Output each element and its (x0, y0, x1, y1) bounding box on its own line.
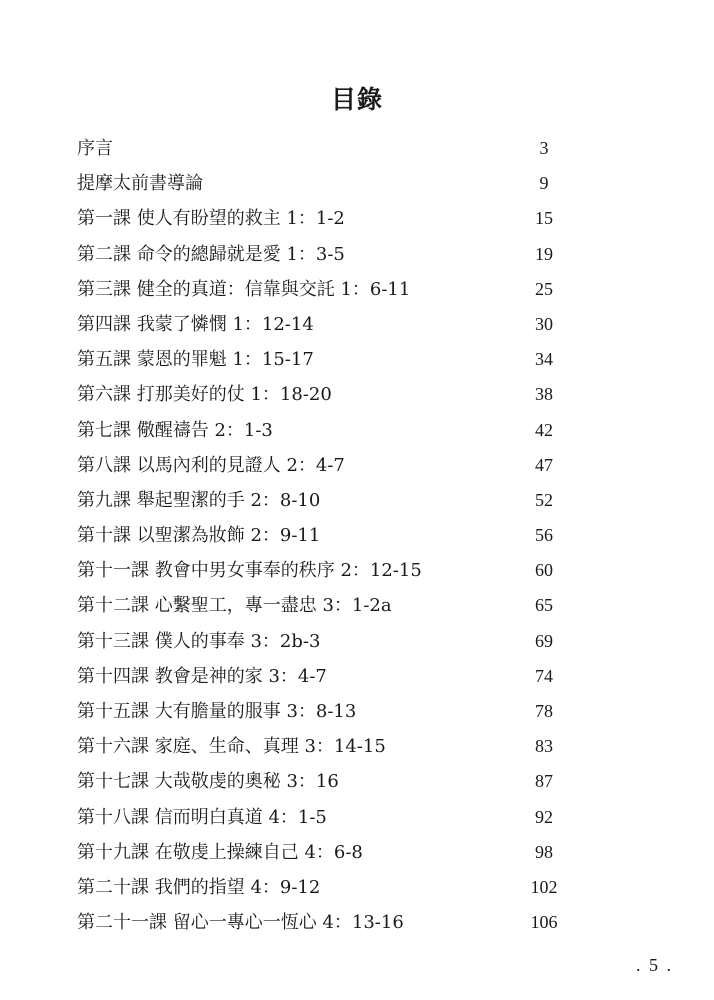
toc-entry (77, 729, 577, 764)
toc-entry-page: 15 (535, 208, 553, 229)
toc-entry-title: 第七課 儆醒禱告 2：1-3 (77, 419, 273, 441)
toc-entry (77, 870, 577, 905)
toc-entry (77, 905, 577, 940)
toc-entry (77, 553, 577, 588)
toc-entry-page: 30 (535, 313, 553, 334)
toc-entry (77, 272, 577, 307)
toc-entry-title: 第十二課 心繫聖工，專一盡忠 3：1-2a (77, 595, 392, 617)
toc-entry-page: 52 (535, 489, 553, 510)
toc-entry-title: 第十五課 大有膽量的服事 3：8-13 (77, 701, 357, 722)
toc-entry-page: 19 (535, 243, 553, 264)
toc-entry (77, 518, 577, 553)
toc-entry (77, 659, 577, 694)
toc-entry-page: 42 (535, 419, 553, 440)
toc-entry-page: 56 (535, 525, 553, 546)
toc-entry (77, 588, 577, 623)
toc-entry-page: 69 (535, 630, 553, 651)
toc-entry-title: 序言 (77, 138, 113, 159)
toc-entry-title: 第三課 健全的真道：信靠與交託 1：6-11 (77, 278, 411, 300)
toc-entry (77, 694, 577, 729)
toc-entry-page: 34 (535, 349, 553, 370)
toc-entry (77, 624, 577, 659)
toc-entry-title: 第十九課 在敬虔上操練自己 4：6-8 (77, 841, 363, 863)
toc-entry-page: 78 (535, 701, 553, 721)
toc-entry-title: 第十四課 教會是神的家 3：4-7 (77, 665, 327, 687)
toc-entry-page: 65 (535, 595, 553, 616)
toc-entry-title: 第十課 以聖潔為妝飾 2：9-11 (77, 525, 321, 547)
toc-entry-page: 3 (539, 138, 549, 158)
toc-entry-page: 87 (535, 771, 553, 792)
toc-entry (77, 377, 577, 412)
toc-entry-page: 83 (535, 736, 553, 757)
toc-entry-title: 第二十課 我們的指望 4：9-12 (77, 876, 321, 898)
toc-entry (77, 448, 577, 483)
toc-entry-page: 98 (535, 841, 553, 862)
toc-entry-title: 第四課 我蒙了憐憫 1：12-14 (77, 313, 314, 335)
toc-entry-title: 提摩太前書導論 (77, 173, 203, 195)
toc-entry-title: 第八課 以馬內利的見證人 2：4-7 (77, 454, 345, 476)
toc-entry (77, 800, 577, 835)
toc-entry-page: 47 (535, 454, 553, 475)
toc-entry-title: 第六課 打那美好的仗 1：18-20 (77, 384, 332, 406)
toc-entry-title: 第二課 命令的總歸就是愛 1：3-5 (77, 243, 345, 265)
toc-entry-page: 38 (535, 384, 553, 405)
toc-entry (77, 237, 577, 272)
toc-entry (77, 835, 577, 870)
toc-entry-title: 第一課 使人有盼望的救主 1：1-2 (77, 208, 345, 230)
toc-entry (77, 307, 577, 342)
toc-entry-title: 第十六課 家庭、生命、真理 3：14-15 (77, 736, 386, 758)
toc-entry-page: 92 (535, 806, 553, 827)
table-of-contents (77, 131, 577, 940)
toc-entry-page: 60 (535, 560, 553, 581)
toc-entry-page: 9 (539, 173, 549, 194)
toc-entry-title: 第十七課 大哉敬虔的奧秘 3：16 (77, 771, 339, 793)
toc-entry (77, 483, 577, 518)
toc-entry (77, 342, 577, 377)
page-title: 目錄 (330, 85, 383, 114)
toc-entry-page: 102 (530, 876, 558, 897)
toc-entry (77, 764, 577, 799)
toc-entry (77, 166, 577, 201)
toc-entry-page: 74 (535, 665, 553, 686)
toc-entry (77, 131, 577, 166)
page-number: . 5 . (636, 955, 673, 975)
toc-entry-title: 第二十一課 留心一專心一恆心 4：13-16 (77, 912, 404, 934)
toc-entry-title: 第十三課 僕人的事奉 3：2b-3 (77, 630, 321, 652)
toc-entry (77, 413, 577, 448)
toc-entry-page: 25 (535, 278, 553, 299)
toc-entry-page: 106 (530, 912, 558, 933)
toc-entry (77, 201, 577, 236)
toc-entry-title: 第十八課 信而明白真道 4：1-5 (77, 806, 327, 828)
toc-entry-title: 第五課 蒙恩的罪魁 1：15-17 (77, 349, 314, 371)
toc-entry-title: 第十一課 教會中男女事奉的秩序 2：12-15 (77, 560, 422, 582)
toc-entry-title: 第九課 舉起聖潔的手 2：8-10 (77, 489, 321, 511)
